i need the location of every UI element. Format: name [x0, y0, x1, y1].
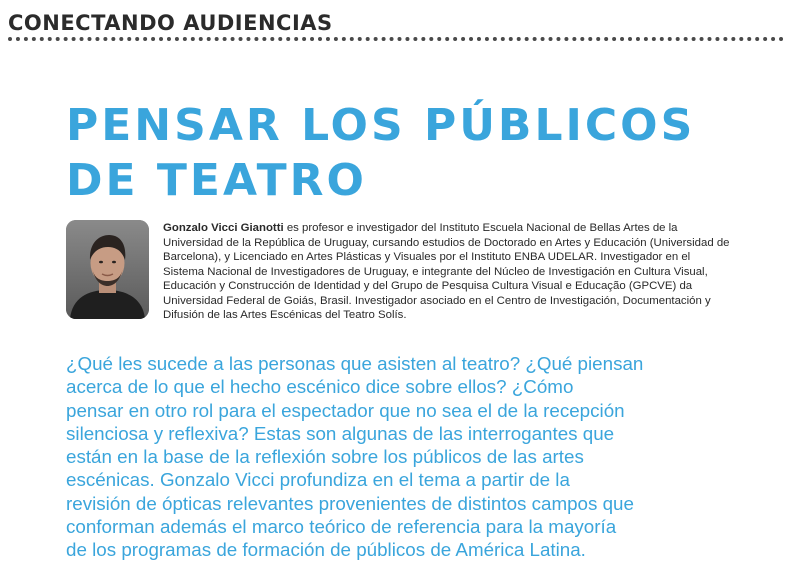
author-bio: [163, 221, 733, 323]
author-portrait-icon: [66, 220, 149, 319]
article-title: [66, 98, 695, 208]
dotted-rule: [8, 37, 784, 41]
section-header: [8, 10, 784, 40]
article-title-line-2: DE TEATRO: [66, 155, 367, 206]
article-title-line-1: PENSAR LOS PÚBLICOS: [66, 100, 696, 151]
author-name: Gonzalo Vicci Gianotti: [163, 222, 284, 234]
section-label: CONECTANDO AUDIENCIAS: [8, 10, 339, 36]
author-photo: [66, 220, 149, 319]
article-lead: ¿Qué les sucede a las personas que asisten al teatro? ¿Qué piensan acerca de lo que el hecho escénico dice sobre ellos? ¿Cómo pensar en otro rol para el espectador que no sea el de la recepción silenciosa y reflexiva? Estas son algunas de las interrogantes que están en la base de la reflexión sobre los públicos de las artes escénicas. Gonzalo Vicci profundiza en el tema a partir de la revisión de ópticas relevantes provenientes de distintos campos que conforman además el marco teórico de referencia para la mayoría de los programas de formación de públicos de América Latina.: [66, 353, 644, 561]
author-bio-text: es profesor e investigador del Instituto Escuela Nacional de Bellas Artes de la Universidad de la República de Uruguay, cursando estudios de Doctorado en Artes y Educación (Universidad de Barcelona), y Licenciado en Artes Plásticas y Visuales por el Instituto ENBA UDELAR. Investigador en el Sistema Nacional de Investigadores de Uruguay, e integrante del Núcleo de Investigación en Cultura Visual, Educación y Construcción de Identidad y del Grupo de Pesquisa Cultura Visual e Educação (GPCVE) da Universidad Federal de Goiás, Brasil. Investigador asociado en el Centro de Investigación, Documentación y Difusión de las Artes Escénicas del Teatro Solís.: [163, 222, 730, 321]
